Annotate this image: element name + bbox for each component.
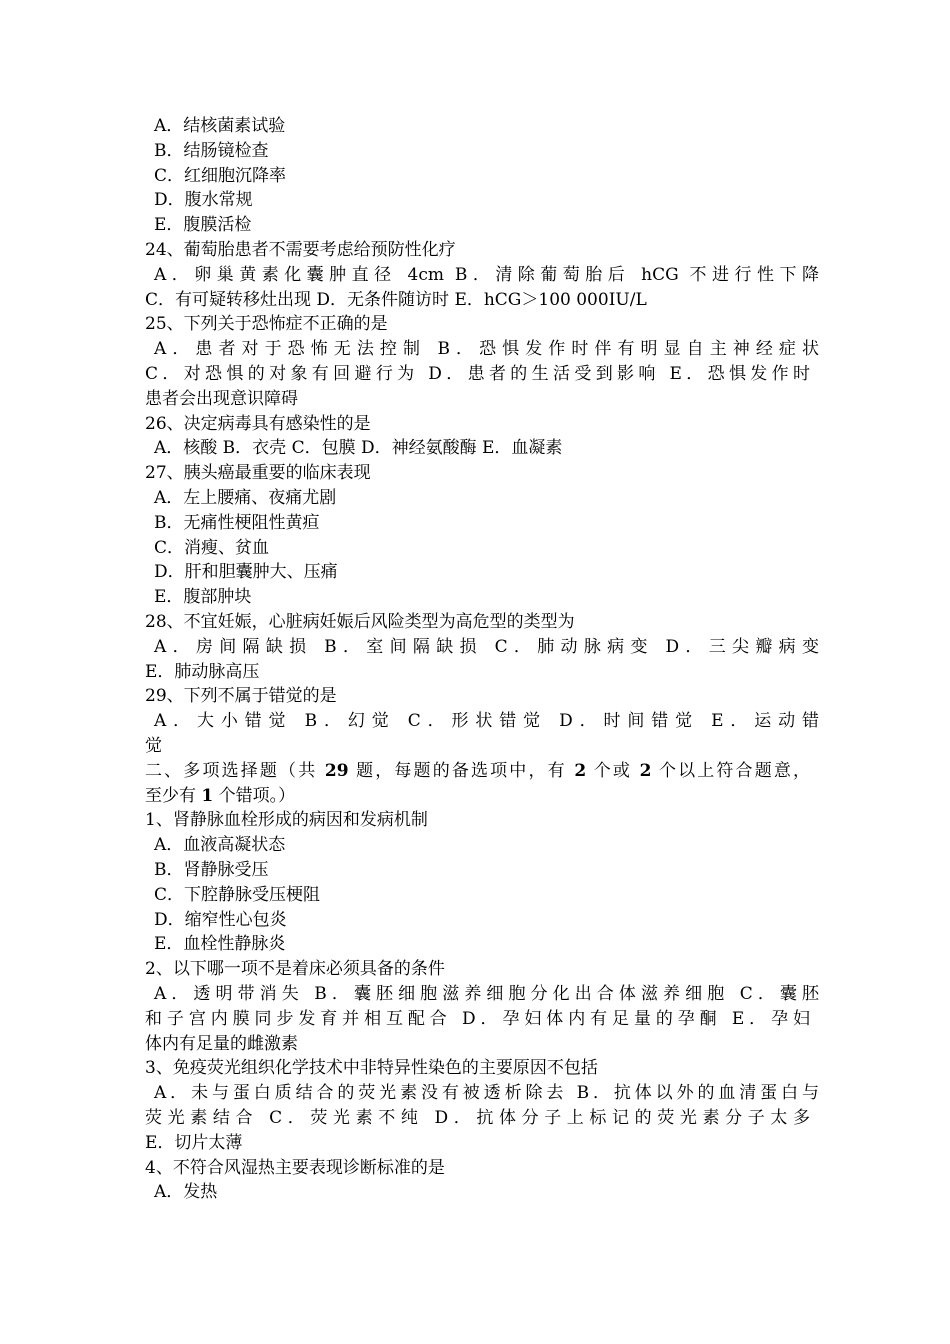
text-line: E．腹膜活检 [154, 215, 252, 236]
text-line: 荧光素结合 C．荧光素不纯 D．抗体分子上标记的荧光素分子太多 [145, 1108, 810, 1128]
text-line: C．有可疑转移灶出现 D．无条件随访时 E．hCG＞100 000IU/L [145, 289, 647, 310]
text-line: 24、葡萄胎患者不需要考虑给预防性化疗 [145, 240, 456, 260]
text-line: A．卵巢黄素化囊肿直径 4cm B．清除葡萄胎后 hCG 不进行性下降 [154, 264, 819, 285]
text-line: A．结核菌素试验 [154, 116, 286, 136]
text-line: 至少有 1 个错项。） [145, 785, 296, 806]
text-line: 体内有足量的雌激素 [145, 1033, 298, 1054]
text-line: B．无痛性梗阻性黄疸 [154, 512, 320, 533]
text-line: D．腹水常规 [154, 190, 253, 211]
text-line: 二、多项选择题（共 29 题，每题的备选项中，有 2 个或 2 个以上符合题意， [145, 760, 810, 781]
text-line: 患者会出现意识障碍 [145, 388, 298, 409]
text-line: 25、下列关于恐怖症不正确的是 [145, 314, 388, 335]
text-line: C．红细胞沉降率 [154, 165, 287, 186]
text-line: A．发热 [154, 1182, 218, 1203]
text-line: A．血液高凝状态 [154, 835, 286, 856]
text-line: 28、不宜妊娠，心脏病妊娠后风险类型为高危型的类型为 [145, 612, 575, 632]
text-line: A．透明带消失 B．囊胚细胞滋养细胞分化出合体滋养细胞 C．囊胚 [154, 984, 819, 1004]
text-line: A．患者对于恐怖无法控制 B．恐惧发作时伴有明显自主神经症状 [154, 339, 819, 360]
text-line: C．下腔静脉受压梗阻 [154, 884, 321, 905]
text-line: D．缩窄性心包炎 [154, 909, 287, 930]
text-line: 27、胰头癌最重要的临床表现 [145, 463, 371, 484]
text-line: C．对恐惧的对象有回避行为 D．患者的生活受到影响 E．恐惧发作时 [145, 364, 810, 384]
text-line: D．肝和胆囊肿大、压痛 [154, 562, 338, 583]
text-line: 29、下列不属于错觉的是 [145, 686, 337, 707]
text-line: E．切片太薄 [145, 1132, 243, 1153]
text-line: A．大小错觉 B．幻觉 C．形状错觉 D．时间错觉 E．运动错 [154, 711, 819, 732]
text-line: 2、以下哪一项不是着床必须具备的条件 [145, 959, 445, 980]
text-line: E．肺动脉高压 [145, 661, 260, 682]
text-line: A．房间隔缺损 B．室间隔缺损 C．肺动脉病变 D．三尖瓣病变 [154, 636, 819, 657]
text-line: 和子宫内膜同步发育并相互配合 D．孕妇体内有足量的孕酮 E．孕妇 [145, 1008, 810, 1029]
text-line: 1、肾静脉血栓形成的病因和发病机制 [145, 810, 428, 831]
text-line: B．结肠镜检查 [154, 140, 269, 161]
text-line: E．腹部肿块 [154, 587, 252, 608]
text-line: B．肾静脉受压 [154, 860, 269, 880]
text-line: 觉 [145, 736, 162, 756]
text-line: 4、不符合风湿热主要表现诊断标准的是 [145, 1157, 445, 1178]
text-line: A．未与蛋白质结合的荧光素没有被透析除去 B．抗体以外的血清蛋白与 [154, 1083, 819, 1104]
text-line: C．消瘦、贫血 [154, 537, 270, 558]
text-line: A．左上腰痛、夜痛尤剧 [154, 488, 337, 508]
text-line: A．核酸 B．衣壳 C．包膜 D．神经氨酸酶 E．血凝素 [154, 438, 563, 459]
text-line: 3、免疫荧光组织化学技术中非特异性染色的主要原因不包括 [145, 1058, 598, 1079]
text-line: E．血栓性静脉炎 [154, 934, 286, 955]
text-line: 26、决定病毒具有感染性的是 [145, 413, 371, 434]
